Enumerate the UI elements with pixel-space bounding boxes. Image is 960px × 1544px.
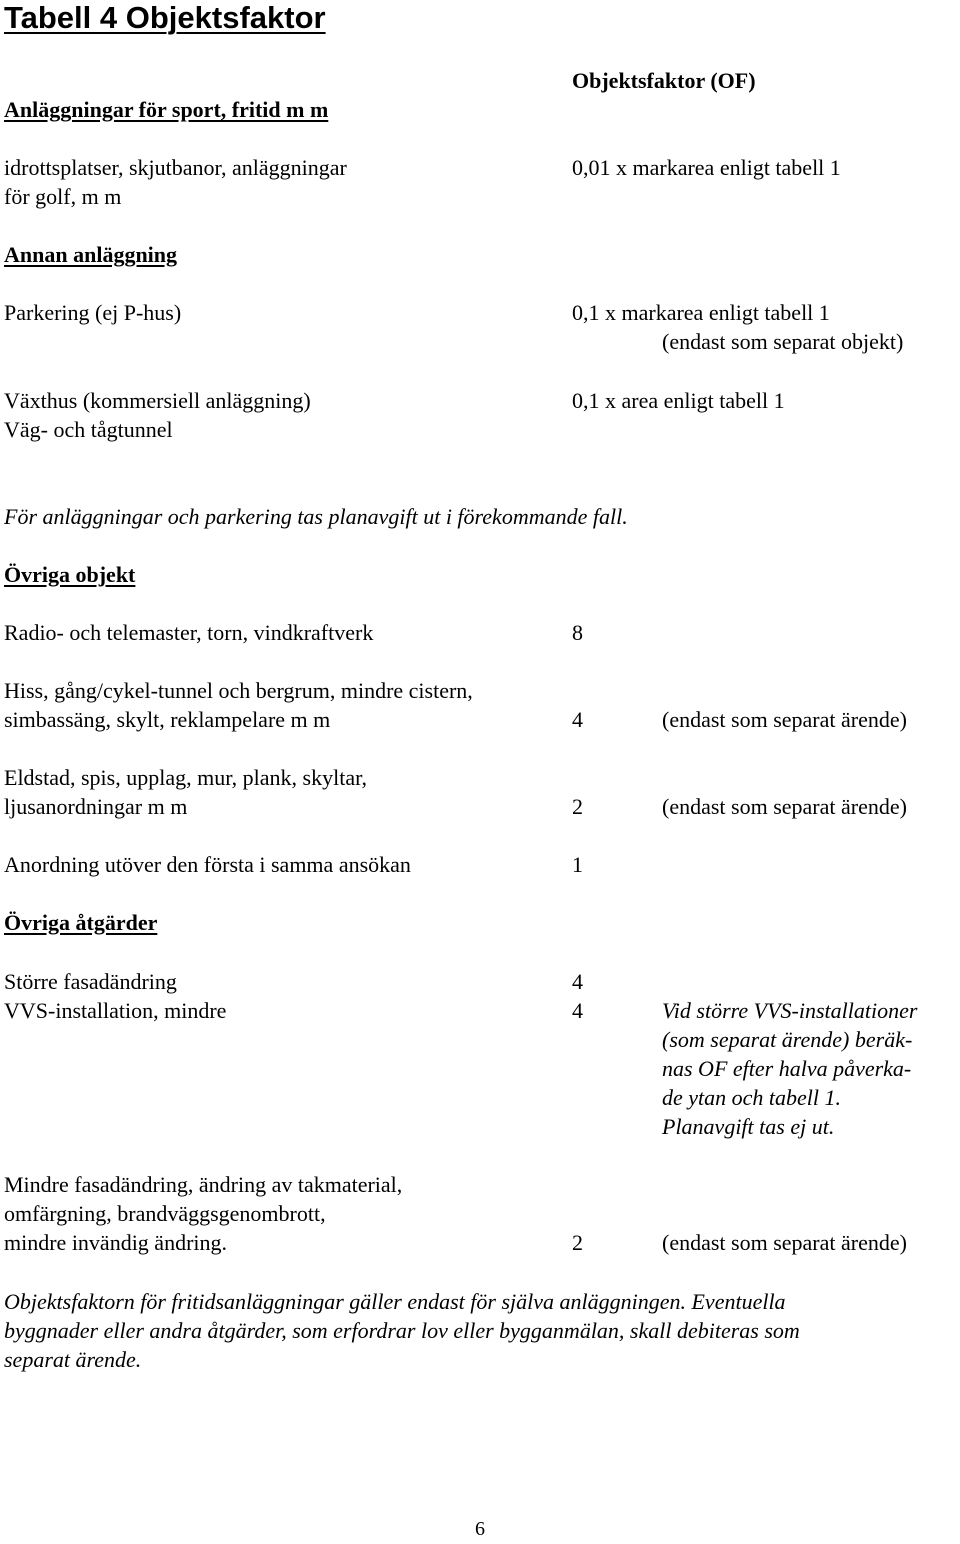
row-value-storre-fasadandring: 4 [572,969,583,994]
row-label-hiss-line2: simbassäng, skylt, reklampelare m m [4,707,331,732]
row-note-hiss: (endast som separat ärende) [662,707,907,732]
row-label-idrottsplatser-line2: för golf, m m [4,184,122,209]
row-label-anordning: Anordning utöver den första i samma ansökan [4,852,411,877]
row-label-eldstad-line1: Eldstad, spis, upplag, mur, plank, skyltar, [4,765,368,790]
row-note-vvs-line5: Planavgift tas ej ut. [662,1114,835,1139]
row-note-parkering: (endast som separat objekt) [662,329,904,354]
row-label-vaxthus: Växthus (kommersiell anläggning) [4,388,311,413]
row-value-hiss: 4 [572,707,583,732]
section-heading-ovriga-atgarder: Övriga åtgärder [4,910,158,935]
row-label-mindre-fasadandring-line1: Mindre fasadändring, ändring av takmaterial, [4,1172,403,1197]
column-header-objektsfaktor: Objektsfaktor (OF) [572,68,756,93]
footnote-line2: byggnader eller andra åtgärder, som erfordrar lov eller bygganmälan, skall debiteras som [4,1318,800,1343]
row-label-vvs: VVS-installation, mindre [4,998,227,1023]
row-note-vvs-line1: Vid större VVS-installationer [662,998,918,1023]
footnote-line1: Objektsfaktorn för fritidsanläggningar gäller endast för själva anläggningen. Eventuella [4,1289,786,1314]
section-heading-ovriga-objekt: Övriga objekt [4,562,136,587]
row-value-vvs: 4 [572,998,583,1023]
row-label-mindre-fasadandring-line2: omfärgning, brandväggsgenombrott, [4,1201,326,1226]
row-value-vaxthus: 0,1 x area enligt tabell 1 [572,388,785,413]
row-value-eldstad: 2 [572,794,583,819]
planavgift-note: För anläggningar och parkering tas planavgift ut i förekommande fall. [4,504,628,529]
row-note-vvs-line2: (som separat ärende) beräk- [662,1027,913,1052]
row-label-hiss-line1: Hiss, gång/cykel-tunnel och bergrum, mindre cistern, [4,678,473,703]
footnote-line3: separat ärende. [4,1347,142,1372]
row-value-anordning: 1 [572,852,583,877]
row-label-tunnel: Väg- och tågtunnel [4,417,173,442]
row-value-parkering: 0,1 x markarea enligt tabell 1 [572,300,830,325]
row-value-idrottsplatser: 0,01 x markarea enligt tabell 1 [572,155,841,180]
row-value-radiomaster: 8 [572,620,583,645]
row-label-radiomaster: Radio- och telemaster, torn, vindkraftverk [4,620,374,645]
row-note-mindre-fasadandring: (endast som separat ärende) [662,1230,907,1255]
row-label-eldstad-line2: ljusanordningar m m [4,794,188,819]
page-title: Tabell 4 Objektsfaktor [4,0,326,35]
row-label-storre-fasadandring: Större fasadändring [4,969,177,994]
row-label-parkering: Parkering (ej P-hus) [4,300,182,325]
row-note-vvs-line3: nas OF efter halva påverka- [662,1056,912,1081]
row-note-eldstad: (endast som separat ärende) [662,794,907,819]
section-heading-annan-anlaggning: Annan anläggning [4,242,178,267]
row-label-idrottsplatser-line1: idrottsplatser, skjutbanor, anläggningar [4,155,347,180]
row-value-mindre-fasadandring: 2 [572,1230,583,1255]
row-label-mindre-fasadandring-line3: mindre invändig ändring. [4,1230,228,1255]
section-heading-sport: Anläggningar för sport, fritid m m [4,97,329,122]
row-note-vvs-line4: de ytan och tabell 1. [662,1085,842,1110]
page-number: 6 [475,1518,485,1540]
